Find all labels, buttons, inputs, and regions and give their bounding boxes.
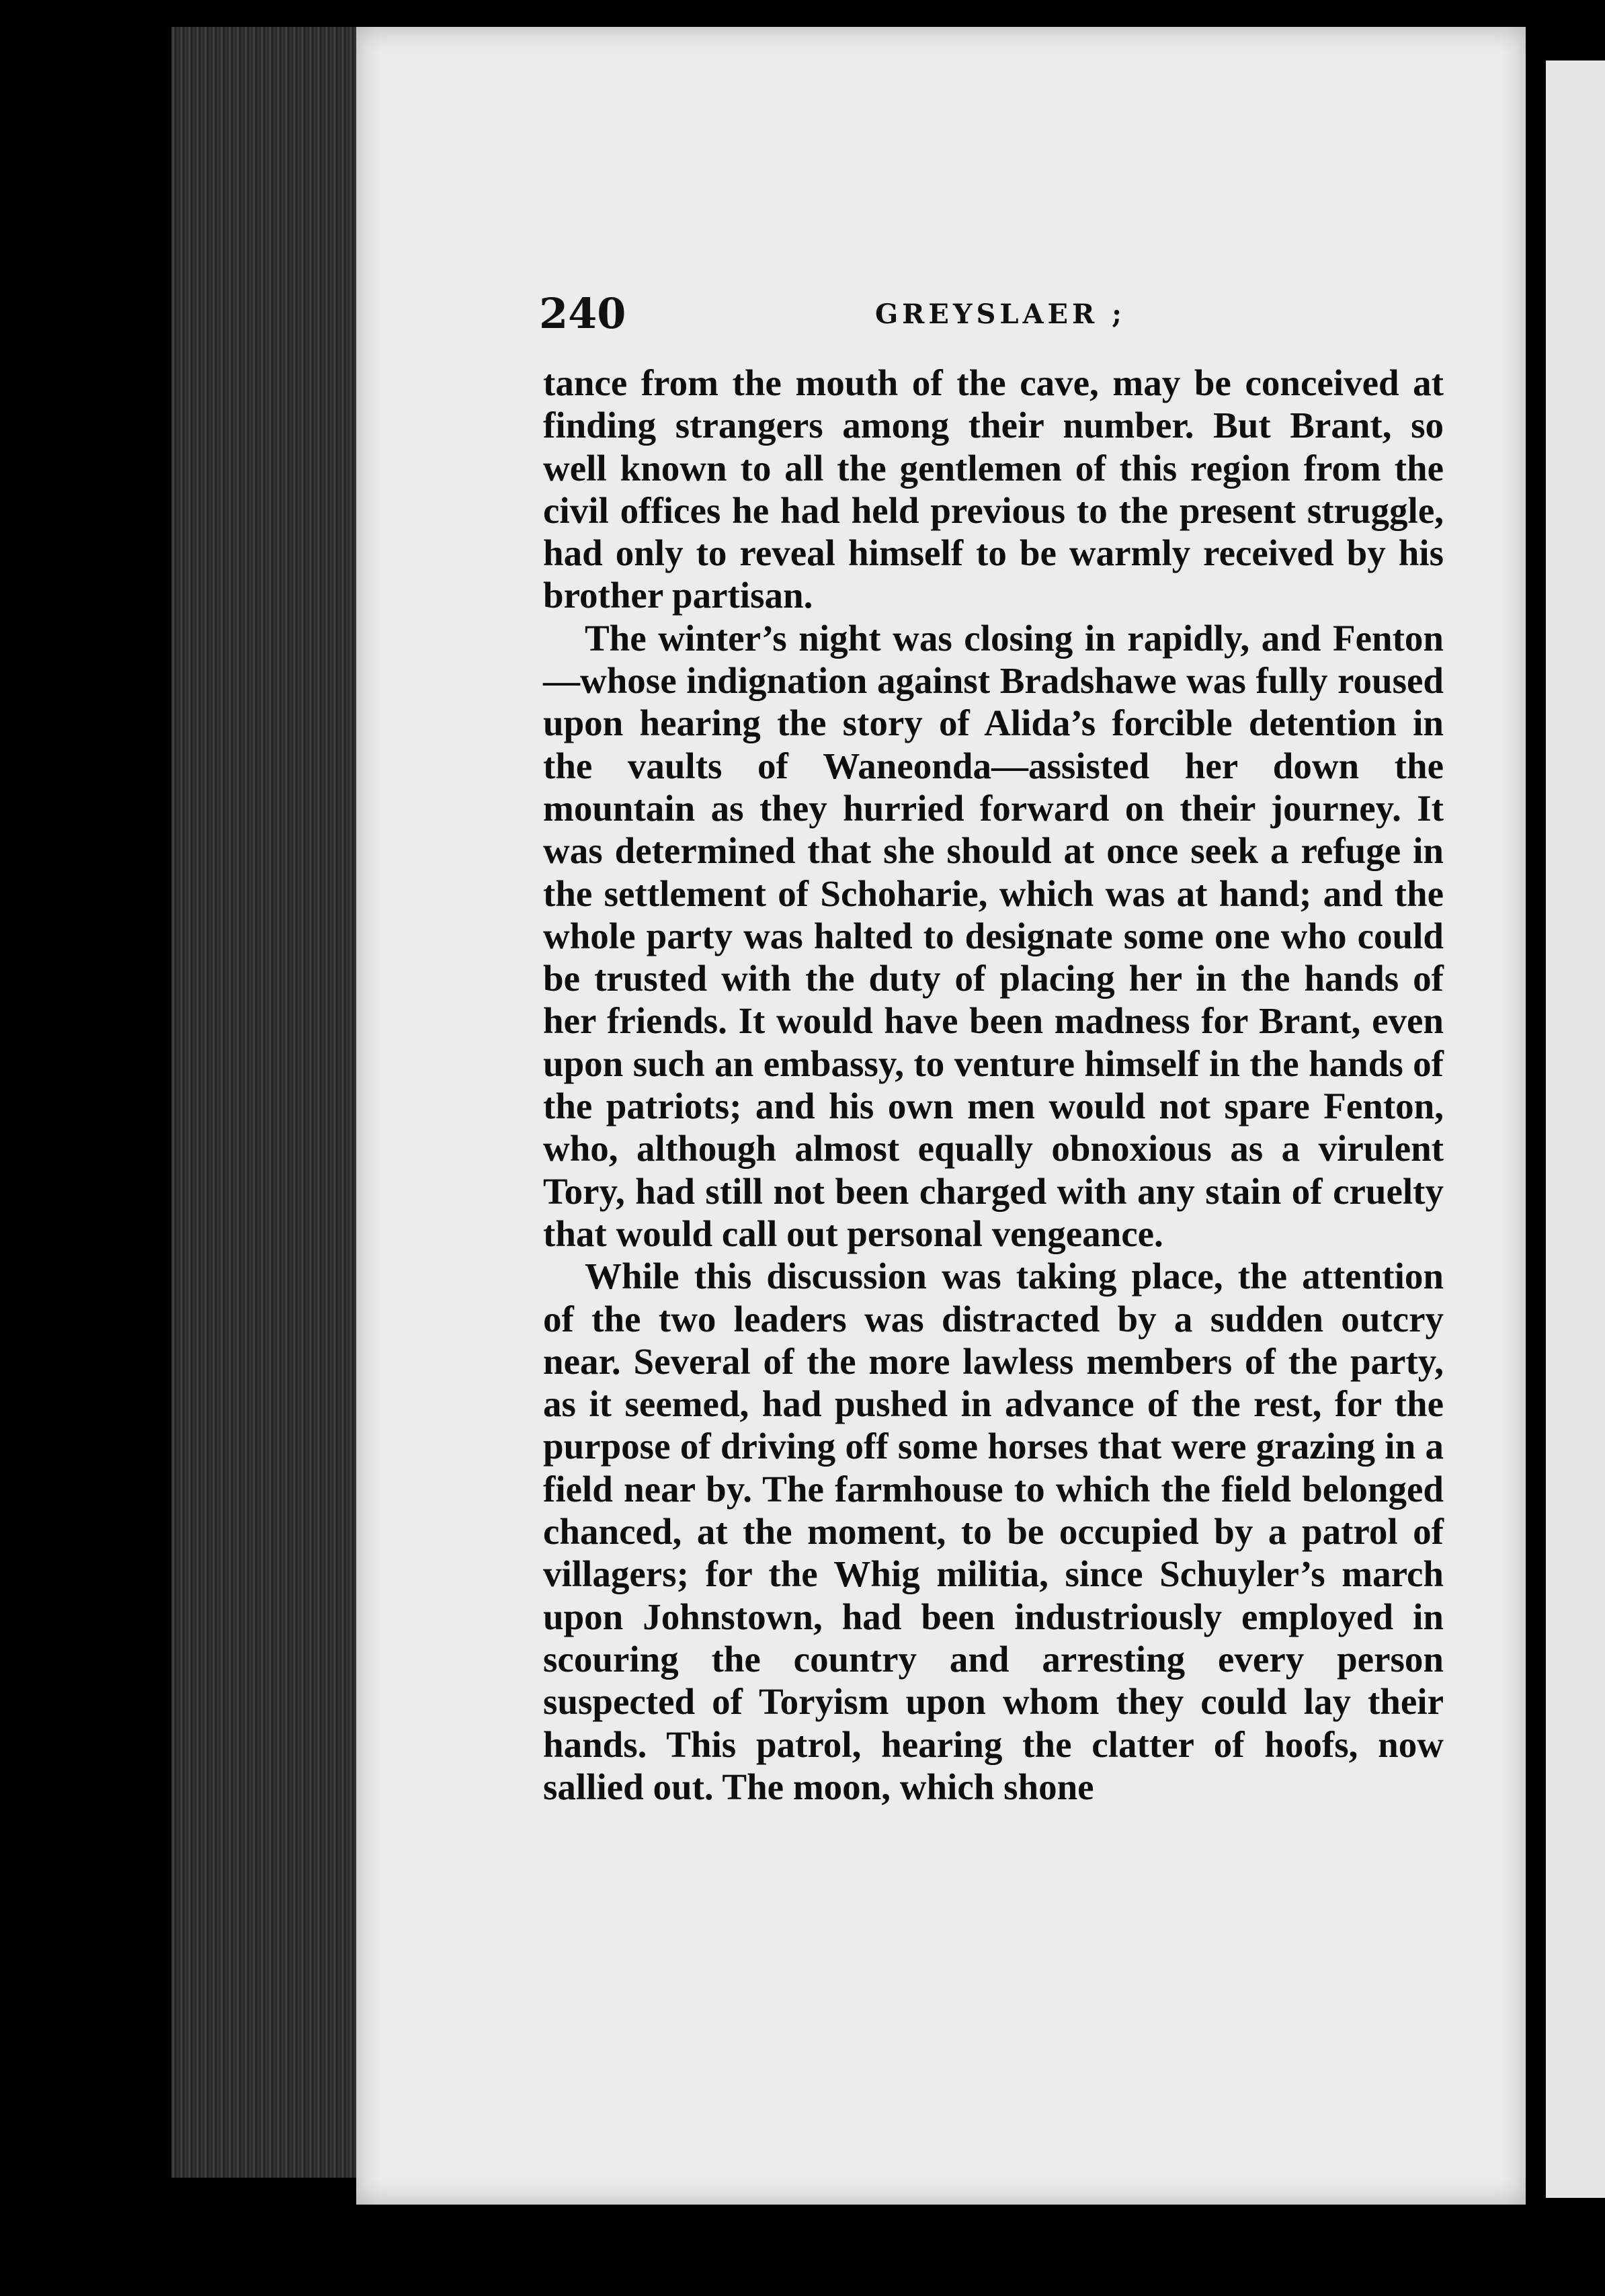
running-head: GREYSLAER ; [875,298,1126,330]
page-number: 240 [539,289,626,338]
paragraph: While this discussion was taking place, the attention of the two leaders was distracted by a sudden outcry near. Several of the more lawless members of the party, as it seemed, had pushed in advance of the rest, for the purpose of driving off some horses that were grazing in a field near by. The farmhouse to which the field belonged chanced, at the moment, to be occupied by a patrol of villagers; for the Whig militia, since Schuyler’s march upon Johnstown, had been industriously employed in scouring the country and arresting every person suspected of Toryism upon whom they could lay their hands. This patrol, hearing the clatter of hoofs, now sallied out. The moon, which shone [543,1256,1444,1807]
page-header [539,289,1467,350]
paragraph: The winter’s night was closing in rapidly, and Fenton—whose indignation against Bradshawe was fully roused upon hearing the story of Alida’s forcible detention in the vaults of Waneonda—assisted her down the mountain as they hurried forward on their journey. It was determined that she should at once seek a refuge in the settlement of Schoharie, which was at hand; and the whole party was halted to designate some one who could be trusted with the duty of placing her in the hands of her friends. It would have been madness for Brant, even upon such an embassy, to venture himself in the hands of the patriots; and his own men would not spare Fenton, who, although almost equally obnoxious as a virulent Tory, had still not been charged with any stain of cruelty that would call out personal vengeance. [543,617,1444,1254]
facing-page-edge [1546,60,1605,2198]
body-text [543,362,1444,1808]
book-page-edges [171,27,373,2178]
paragraph: tance from the mouth of the cave, may be conceived at finding strangers among their number. But Brant, so well known to all the gentlemen of this region from the civil offices he had held previous to the present struggle, had only to reveal himself to be warmly received by his brother partisan. [543,362,1444,616]
